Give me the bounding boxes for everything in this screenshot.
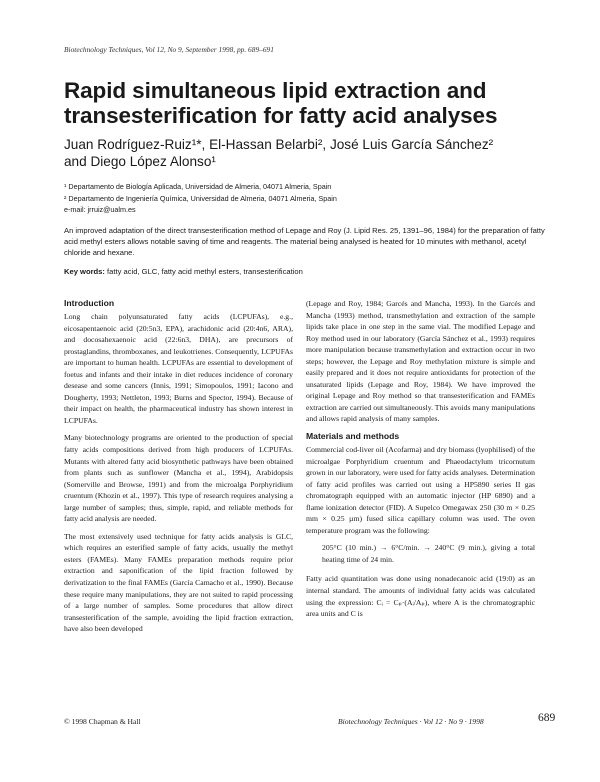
author-list [64, 136, 564, 170]
paragraph: Many biotechnology programs are oriented to the production of special fatty acids compositions derived from high producers of LCPUFAs. Mutants with altered fatty acid biosynthetic pathways have been obtained from plants such as sunflower (Mancha et al., 1994), Arabidopsis (Somerville and Browse, 1991) and from the microalga Porphyridium cruentum (Khozin et al., 1997). This type of research requires analysing a large number of samples; thus, simple, rapid, and reliable methods for fatty acid analysis are needed. [64, 433, 293, 524]
affiliations [64, 181, 544, 216]
page-number: 689 [538, 712, 556, 724]
abstract: An improved adaptation of the direct transesterification method of Lepage and Roy (J. Lipid Res. 25, 1391–96, 1984) for the preparation of fatty acid methyl esters allows notable saving of time and reagents. The material being analysed is heated for 10 minutes with methanol, acetyl chloride and hexane. [64, 226, 545, 257]
right-column [306, 298, 535, 626]
authors-line-1: Juan Rodríguez-Ruiz¹*, El-Hassan Belarbi², José Luis García Sánchez² [64, 137, 494, 152]
paragraph: Long chain polyunsaturated fatty acids (LCPUFAs), e.g., eicosapentaenoic acid (20:5n3, EPA), arachidonic acid (20:4n6, ARA), and docosahexaenoic acid (22:6n3, DHA), are precursors of prostaglandins, thromboxanes, and leukotrienes. Consequently, LCPUFAs are important to human health. LCPUFAs are essential to development of foetus and infants and their intake in diet reduces incidence of coronary desease and some cancers (Innis, 1991; Simopoulos, 1991; Iacono and Dougherty, 1993; Nettleton, 1993; Burns and Spector, 1994). Because of their impact on health, the pharmaceutical industry has shown interest in LCPUFAs. [64, 312, 293, 425]
left-column [64, 298, 293, 641]
article-title: Rapid simultaneous lipid extraction and transesterification for fatty acid analyses [64, 78, 498, 128]
temperature-program: 205°C (10 min.) → 6°C/min. → 240°C (9 min.), giving a total heating time of 24 min. [322, 543, 535, 564]
paragraph: Fatty acid quantitation was done using nonadecanoic acid (19:0) as an internal standard. The amounts of individual fatty acids was calculated using the expression: Cᵢ = Cₚ·(Aᵢ/Aₚ), where A is the chromatographic area units and C is [306, 574, 535, 619]
section-heading-introduction: Introduction [64, 298, 115, 308]
copyright-notice: © 1998 Chapman & Hall [64, 717, 141, 726]
keywords-label: Key words: [64, 267, 105, 276]
running-header: Biotechnology Techniques, Vol 12, No 9, September 1998, pp. 689–691 [64, 45, 274, 54]
affiliation-1: ¹ Departamento de Biología Aplicada, Universidad de Almeria, 04071 Almeria, Spain [64, 182, 332, 191]
paragraph: The most extensively used technique for fatty acids analysis is GLC, which requires an esterified sample of fatty acids, usually the methyl esters (FAMEs). Many FAMEs preparation methods require prior extraction and saponification of the lipid fraction followed by derivatization to the final FAMEs (García Camacho et al., 1990). Because these require many manipulations, they are not suited to rapid processing of a large number of samples. Some procedures that allow direct transesterification of the sample, avoiding the lipid fraction extraction, have also been developed [64, 531, 293, 634]
affiliation-2: ² Departamento de Ingeniería Química, Universidad de Almeria, 04071 Almeria, Spain [64, 193, 337, 203]
journal-footer: Biotechnology Techniques · Vol 12 · No 9 · 1998 [338, 717, 484, 726]
paragraph: Commercial cod-liver oil (Acofarma) and dry biomass (lyophilised) of the microalgae Porphyridium cruentum and Phaeodactylum tricornutum grown in our laboratory, were used for fatty acids analyses. Determination of fatty acid profiles was carried out using a HP5890 series II gas chromatograph equipped with an automatic injector (HP 6890) and a flame ionization detector (FID). A Supelco Omegawax 250 (30 m × 0.25 mm × 0.25 µm) fused silica capillary column was used. The oven temperature program was the following: [306, 445, 535, 535]
paragraph: (Lepage and Roy, 1984; Garcés and Mancha, 1993). In the Garcés and Mancha (1993) method, transmethylation and extraction of the sample lipids take place in one step in the same vial. The modified Lepage and Roy method used in our laboratory (García Sánchez et al., 1993) requires more manipulation because transmethylation and extraction occur in two steps; however, the Lepage and Roy methylation mixture is simple and easily prepared and it does not require antioxidants for protection of the unsaturated lipids (Lepage and Roy, 1984). We have improved the original Lepage and Roy method so that transesterification and FAMEs extraction are carried out simultaneously. This avoids many manipulations and allows rapid analysis of many samples. [306, 299, 535, 424]
authors-line-2: and Diego López Alonso¹ [64, 154, 216, 169]
keywords-list: fatty acid, GLC, fatty acid methyl esters, transesterification [104, 267, 303, 276]
section-heading-methods: Materials and methods [306, 431, 400, 442]
contact-email[interactable]: e-mail: jrruiz@ualm.es [64, 205, 136, 215]
keywords [64, 266, 544, 277]
